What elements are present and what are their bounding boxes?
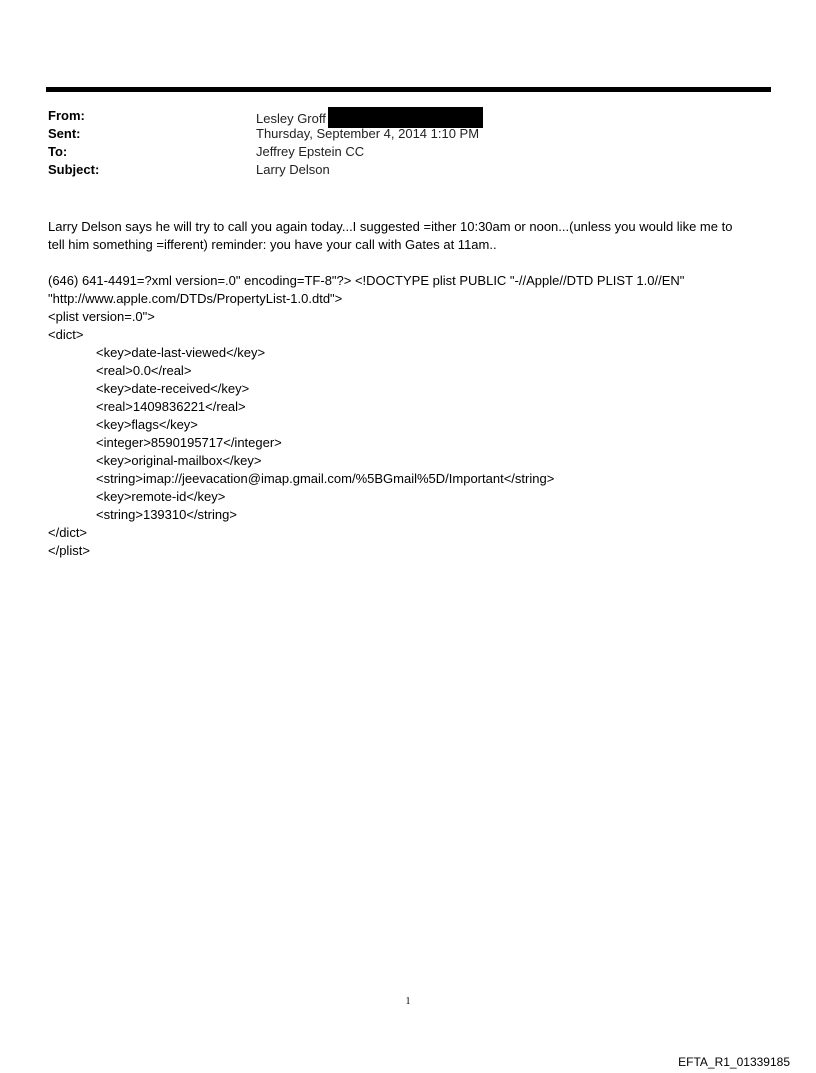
from-row <box>48 107 748 125</box>
sent-label: Sent: <box>48 126 81 141</box>
email-body <box>48 218 778 560</box>
dict-entry: <string>imap://jeevacation@imap.gmail.com/%5BGmail%5D/Important</string> <box>96 471 555 486</box>
dict-entry: <key>date-last-viewed</key> <box>96 345 266 360</box>
to-label: To: <box>48 144 68 159</box>
dict-entry: <real>0.0</real> <box>96 363 192 378</box>
plist-line: "http://www.apple.com/DTDs/PropertyList-1.0.dtd"> <box>48 291 343 306</box>
plist-line: <dict> <box>48 327 84 342</box>
plist-line: (646) 641-4491=?xml version=.0" encoding=TF-8"?> <!DOCTYPE plist PUBLIC "-//Apple//DTD PLIST 1.0//EN" <box>48 273 685 288</box>
dict-entry: <key>date-received</key> <box>96 381 250 396</box>
email-header <box>48 107 748 179</box>
closing-line: </dict> <box>48 525 88 540</box>
dict-entry: <key>flags</key> <box>96 417 198 432</box>
paragraph-spacer <box>48 254 778 272</box>
message-line: Larry Delson says he will try to call you again today...I suggested =ither 10:30am or noon...(unless you would like me to <box>48 219 733 234</box>
dict-entry: <real>1409836221</real> <box>96 399 246 414</box>
plist-line: <plist version=.0"> <box>48 309 155 324</box>
subject-label: Subject: <box>48 162 100 177</box>
bates-number: EFTA_R1_01339185 <box>678 1055 790 1069</box>
page-number: 1 <box>405 996 411 1007</box>
subject-row <box>48 161 748 179</box>
from-label: From: <box>48 108 85 123</box>
from-value <box>256 107 483 125</box>
message-line: tell him something =ifferent) reminder: you have your call with Gates at 11am.. <box>48 237 497 252</box>
closing-line: </plist> <box>48 543 90 558</box>
sent-row <box>48 125 748 143</box>
sent-value: Thursday, September 4, 2014 1:10 PM <box>256 126 480 141</box>
to-row <box>48 143 748 161</box>
dict-entry: <key>remote-id</key> <box>96 489 226 504</box>
subject-value: Larry Delson <box>256 162 330 177</box>
dict-entry: <string>139310</string> <box>96 507 237 522</box>
to-value: Jeffrey Epstein CC <box>256 144 365 159</box>
header-divider <box>46 87 771 92</box>
dict-entry: <key>original-mailbox</key> <box>96 453 262 468</box>
from-name: Lesley Groff <box>256 111 326 126</box>
dict-entry: <integer>8590195717</integer> <box>96 435 282 450</box>
